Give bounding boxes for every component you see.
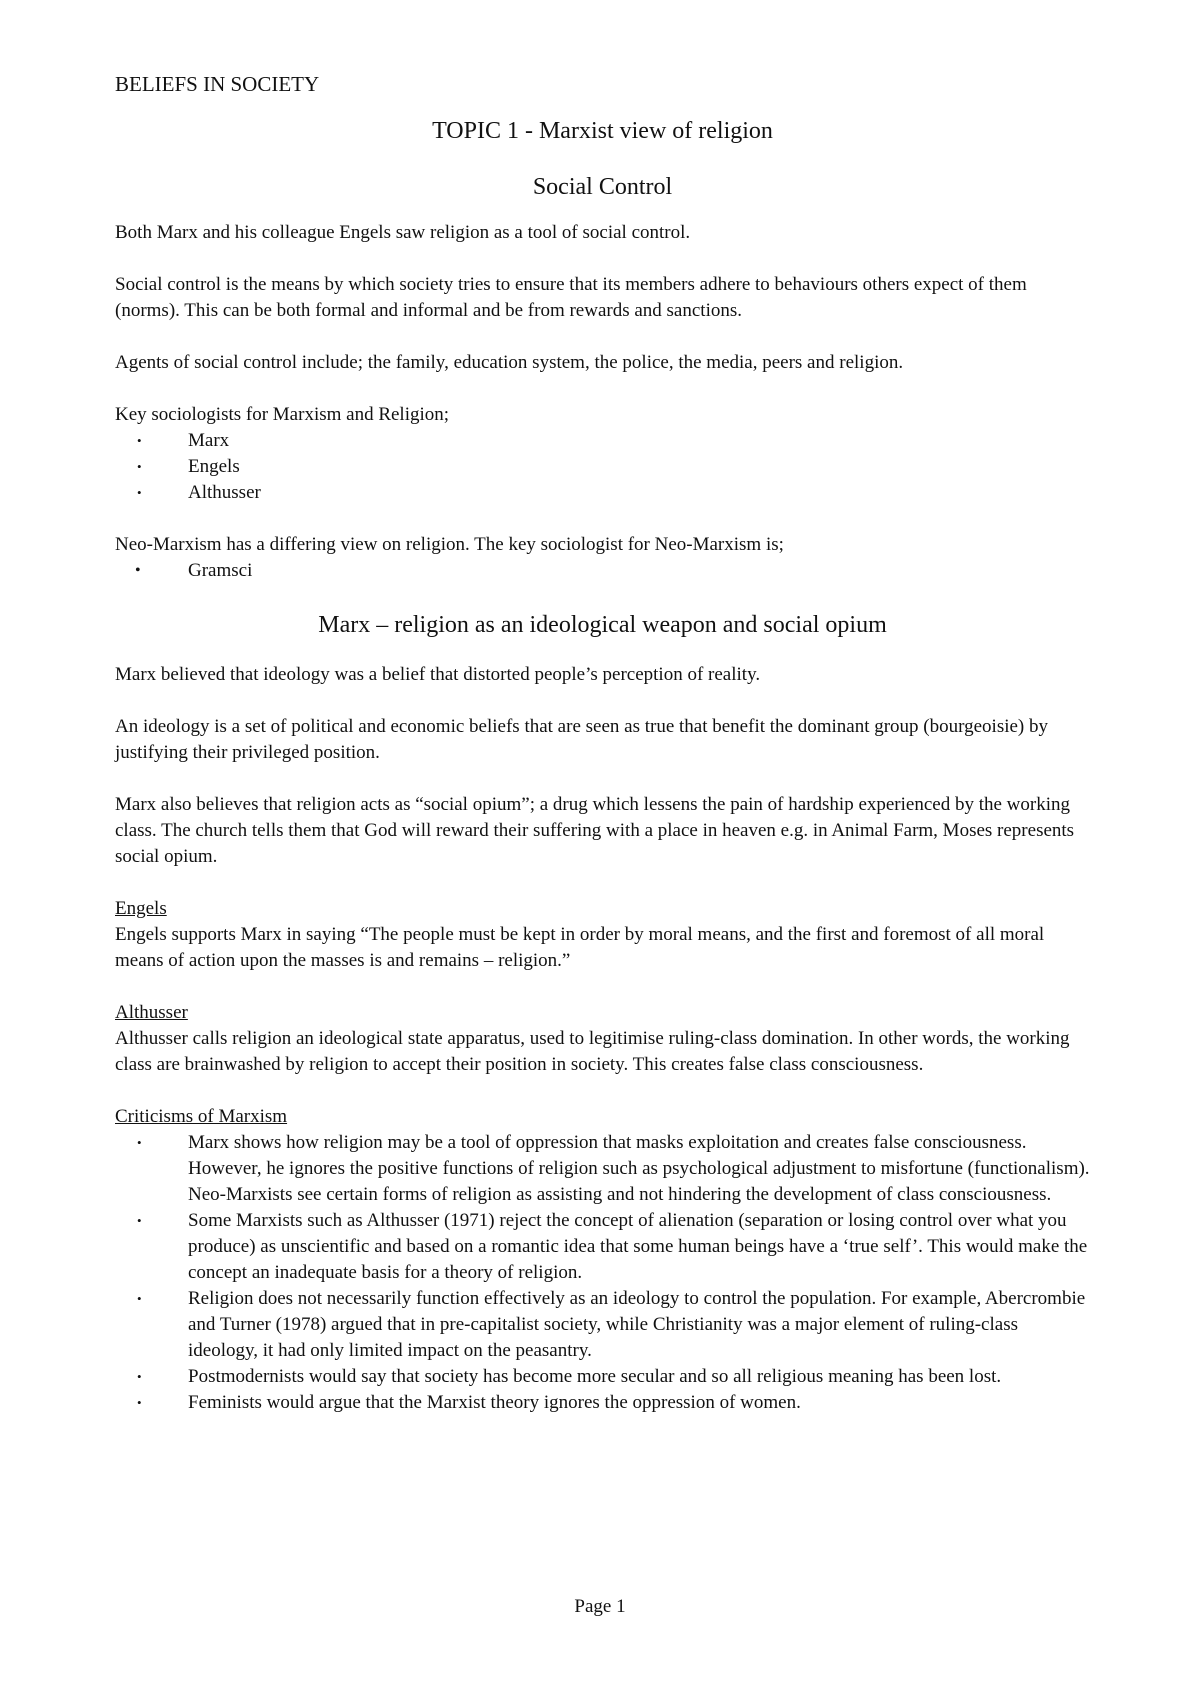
bullet-icon: •: [137, 1395, 142, 1410]
section-title-ideological-weapon: Marx – religion as an ideological weapon and social opium: [318, 612, 887, 638]
paragraph-engels: Engels supports Marx in saying “The people must be kept in order by moral means, and the first and foremost of all moral means of action upon the masses is and remains – religion.”: [115, 924, 1045, 971]
bullet-icon: •: [137, 1135, 142, 1150]
list-item-text: Marx: [188, 430, 230, 451]
topic-title: TOPIC 1 - Marxist view of religion: [432, 118, 773, 144]
key-sociologists-list: [115, 428, 1090, 506]
section-title-social-control: Social Control: [532, 174, 673, 200]
subheading-criticisms: Criticisms of Marxism: [115, 1106, 288, 1127]
subheading-engels: Engels: [115, 898, 167, 919]
list-item-text: Gramsci: [188, 560, 253, 581]
bullet-icon: •: [137, 485, 142, 500]
list-item-text: Religion does not necessarily function effectively as an ideology to control the population. For example, Abercrombie and Turner (1978) argued that in pre-capitalist society, while Christianity was a major element of ruling-class ideology, it had only limited impact on the peasantry.: [188, 1288, 1086, 1361]
list-item-text: Engels: [188, 456, 240, 477]
list-item: [115, 1286, 1090, 1364]
paragraph-ideology-definition: An ideology is a set of political and economic beliefs that are seen as true that benefit the dominant group (bourgeoisie) by justifying their privileged position.: [115, 716, 1049, 763]
list-item: [115, 1208, 1090, 1286]
list-item-text: Postmodernists would say that society has become more secular and so all religious meaning has been lost.: [188, 1366, 1002, 1387]
list-item: [115, 428, 1090, 454]
bullet-icon: •: [137, 433, 142, 448]
paragraph-ideology-belief: Marx believed that ideology was a belief that distorted people’s perception of reality.: [115, 664, 761, 685]
bullet-icon: •: [137, 1213, 142, 1228]
list-item: [115, 1364, 1090, 1390]
bullet-icon: •: [137, 459, 142, 474]
neo-marxism-list: [115, 558, 1090, 584]
neo-marxism-intro: Neo-Marxism has a differing view on religion. The key sociologist for Neo-Marxism is;: [115, 534, 784, 555]
list-item: [115, 454, 1090, 480]
list-item: [115, 480, 1090, 506]
bullet-icon: •: [135, 562, 141, 579]
key-sociologists-intro: Key sociologists for Marxism and Religion;: [115, 404, 450, 425]
list-item-text: Some Marxists such as Althusser (1971) reject the concept of alienation (separation or losing control over what you produce) as unscientific and based on a romantic idea that some human beings have a ‘true self’. This would make the concept an inadequate basis for a theory of religion.: [188, 1210, 1088, 1283]
paragraph-social-opium: Marx also believes that religion acts as “social opium”; a drug which lessens the pain of hardship experienced by the working class. The church tells them that God will reward their suffering with a place in heaven e.g. in Animal Farm, Moses represents social opium.: [115, 794, 1075, 867]
bullet-icon: •: [137, 1369, 142, 1384]
list-item-text: Feminists would argue that the Marxist theory ignores the oppression of women.: [188, 1392, 801, 1413]
list-item-text: Althusser: [188, 482, 261, 503]
page-number: Page 1: [574, 1596, 626, 1617]
list-item: [115, 558, 1090, 584]
document-heading: BELIEFS IN SOCIETY: [115, 72, 320, 96]
criticisms-list: [115, 1130, 1090, 1416]
bullet-icon: •: [137, 1291, 142, 1306]
list-item-text: Marx shows how religion may be a tool of oppression that masks exploitation and creates false consciousness. However, he ignores the positive functions of religion such as psychological adjustment to misfortune (functionalism). Neo-Marxists see certain forms of religion as assisting and not hindering the development of class consciousness.: [188, 1132, 1090, 1205]
paragraph-social-control: Social control is the means by which society tries to ensure that its members adhere to behaviours others expect of them (norms). This can be both formal and informal and be from rewards and sanctions.: [115, 274, 1027, 321]
list-item: [115, 1130, 1090, 1208]
paragraph-agents: Agents of social control include; the family, education system, the police, the media, peers and religion.: [115, 352, 904, 373]
subheading-althusser: Althusser: [115, 1002, 188, 1023]
list-item: [115, 1390, 1090, 1416]
paragraph-social-tool: Both Marx and his colleague Engels saw religion as a tool of social control.: [115, 222, 691, 243]
paragraph-althusser: Althusser calls religion an ideological state apparatus, used to legitimise ruling-class domination. In other words, the working class are brainwashed by religion to accept their position in society. This creates false class consciousness.: [115, 1028, 1070, 1075]
